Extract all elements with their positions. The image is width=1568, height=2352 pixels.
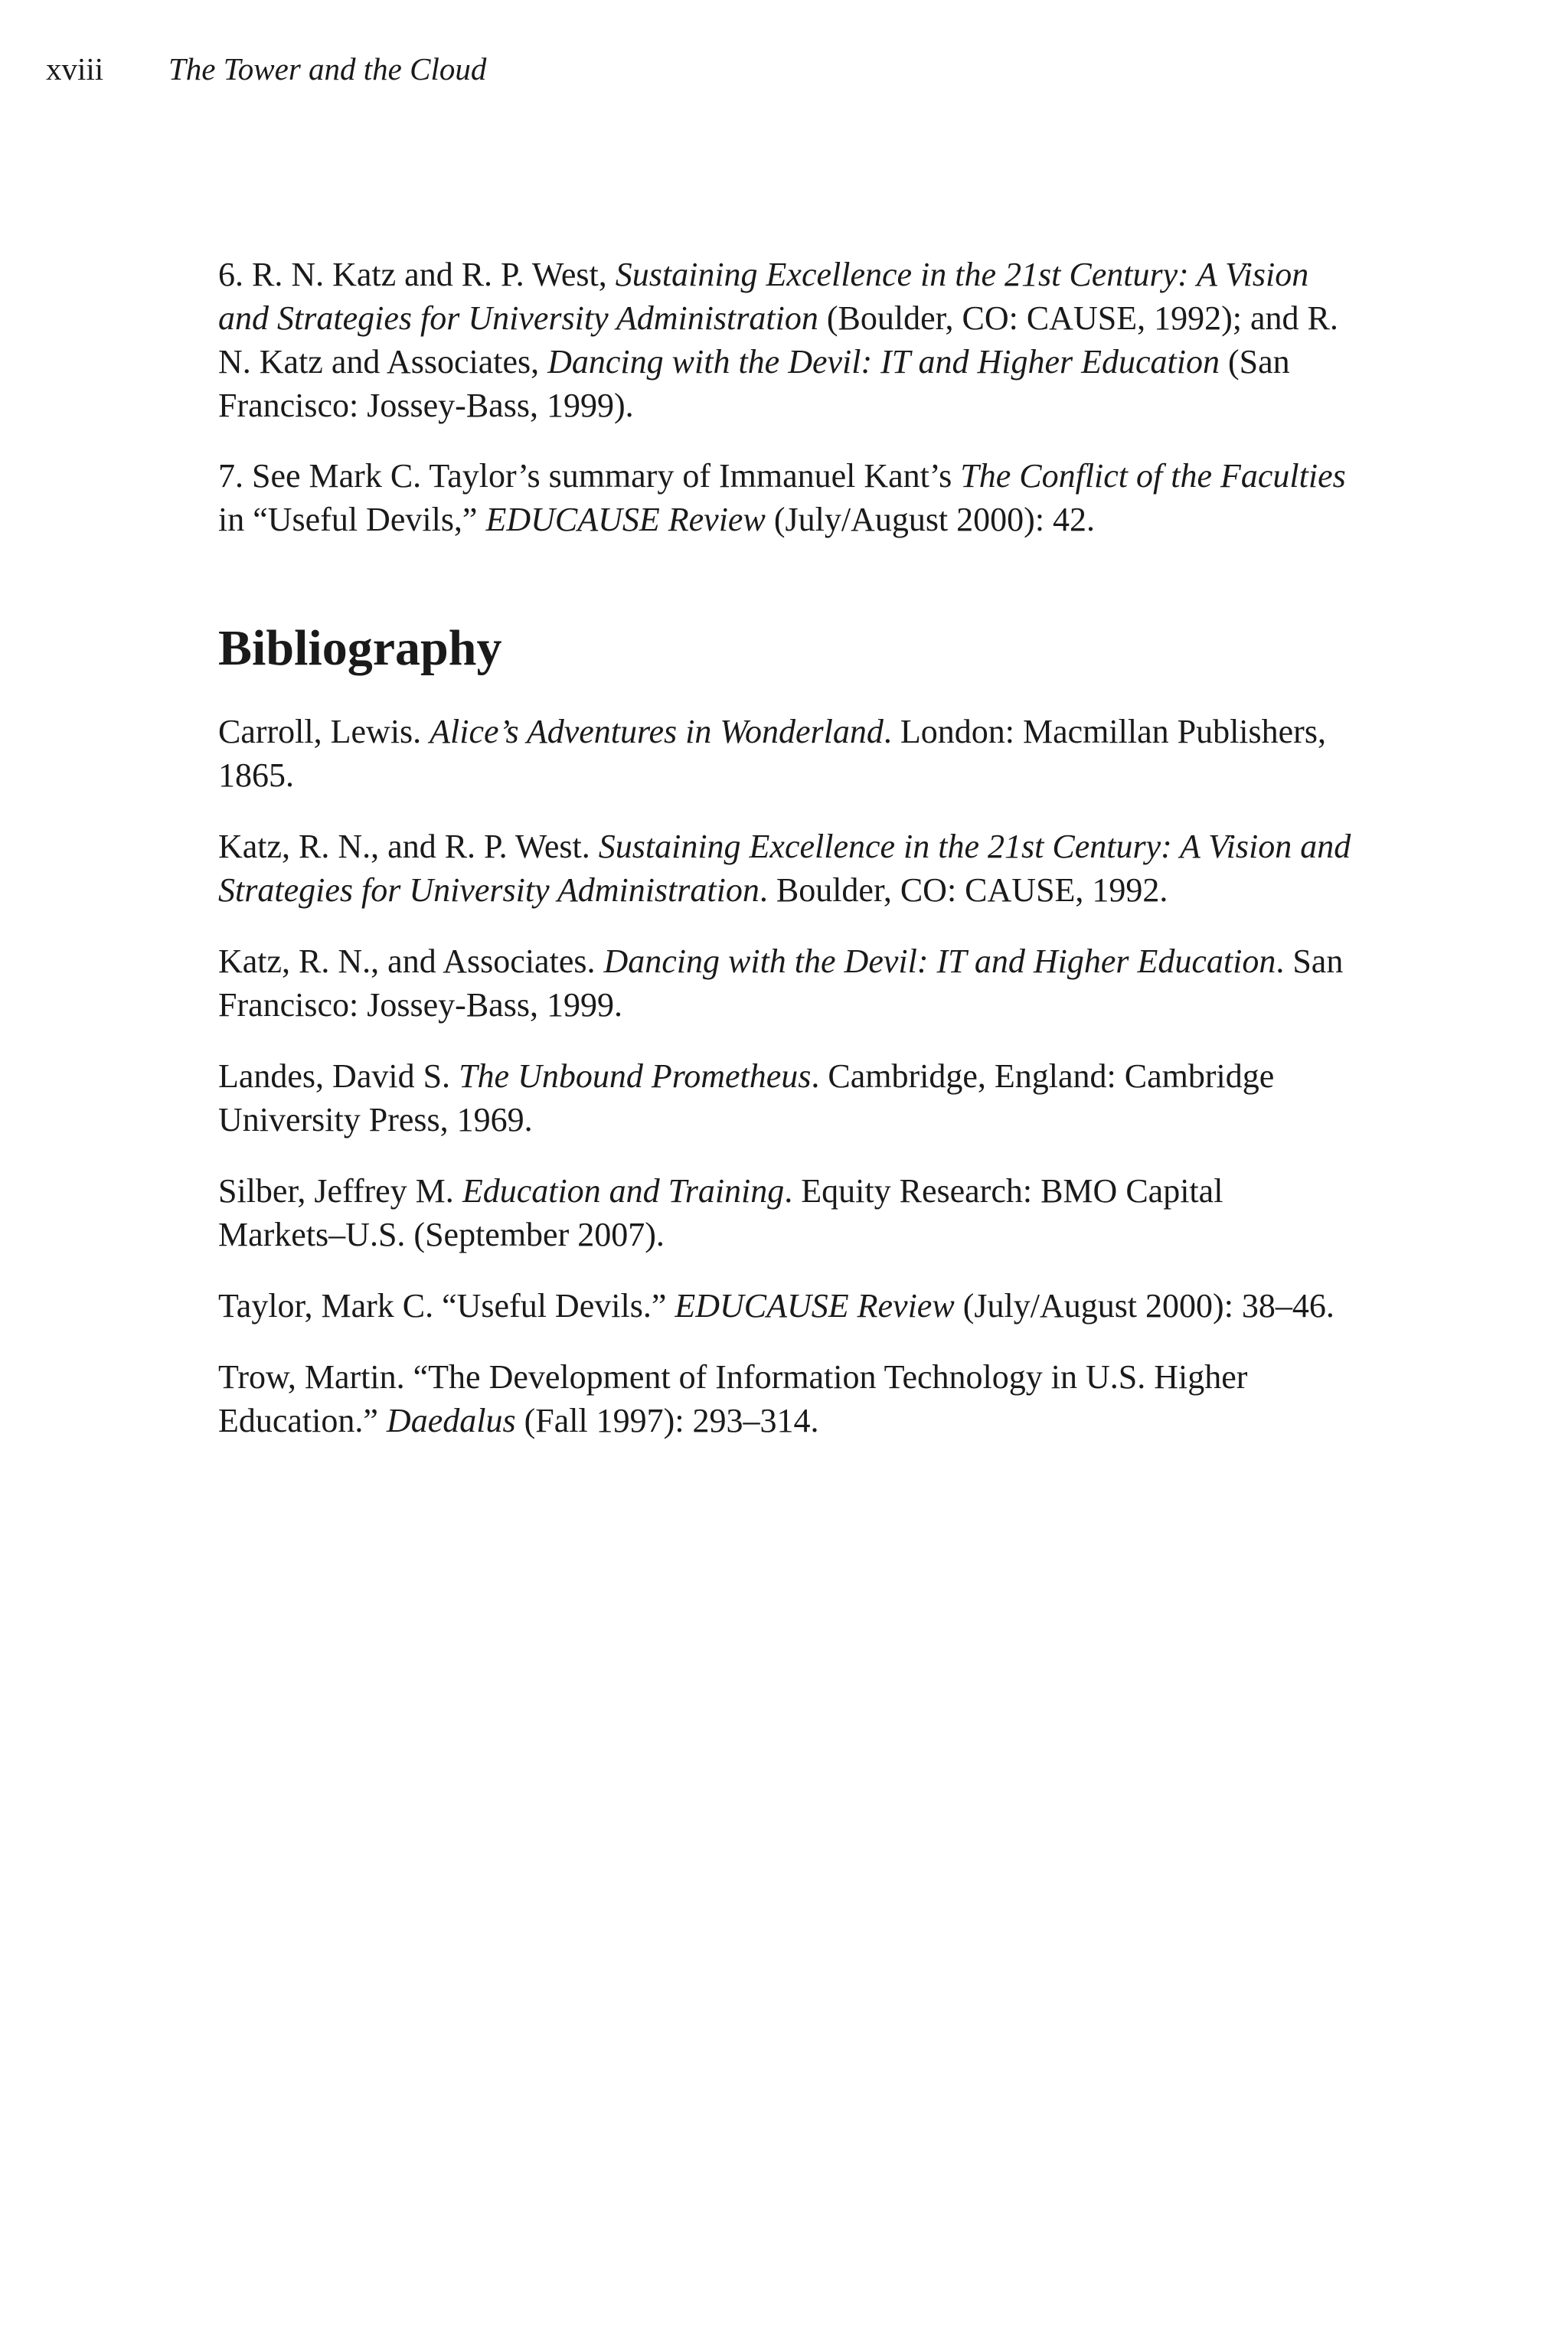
endnote-6 bbox=[218, 253, 1351, 427]
bibliography-heading: Bibliography bbox=[218, 620, 502, 676]
endnote-text: in “Useful Devils,” bbox=[218, 501, 486, 538]
entry-publication: (Fall 1997): 293–314. bbox=[515, 1402, 819, 1439]
entry-publication: . London: Macmillan Publishers, 1865. bbox=[218, 713, 1326, 794]
bibliography-entry bbox=[218, 1169, 1351, 1256]
entry-title: Dancing with the Devil: IT and Higher Education bbox=[603, 942, 1276, 980]
endnote-title: EDUCAUSE Review bbox=[485, 501, 766, 538]
page-body bbox=[218, 253, 1351, 1470]
bibliography-entry bbox=[218, 710, 1351, 797]
endnote-text: (Boulder, CO: CAUSE, 1992); and R. N. Katz and Associates, bbox=[218, 299, 1338, 381]
entry-author: Katz, R. N., and Associates. bbox=[218, 942, 604, 980]
page-number: xviii bbox=[46, 51, 104, 87]
endnote-title: Sustaining Excellence in the 21st Century: A Vision and Strategies for University Administration bbox=[218, 256, 1309, 337]
entry-title: Education and Training bbox=[462, 1172, 785, 1210]
endnote-text: (San Francisco: Jossey-Bass, 1999). bbox=[218, 343, 1290, 424]
endnote-text: (July/August 2000): 42. bbox=[765, 501, 1096, 538]
bibliography-entry bbox=[218, 825, 1351, 912]
bibliography-entry bbox=[218, 1355, 1351, 1442]
entry-publication: . Equity Research: BMO Capital Markets–U.S. (September 2007). bbox=[218, 1172, 1223, 1253]
bibliography-entry bbox=[218, 1284, 1351, 1328]
entry-title: Sustaining Excellence in the 21st Century: A Vision and Strategies for University Administration bbox=[218, 828, 1351, 909]
entry-author: Silber, Jeffrey M. bbox=[218, 1172, 462, 1210]
entry-author: Trow, Martin. “The Development of Information Technology in U.S. Higher Education.” bbox=[218, 1358, 1248, 1439]
running-head bbox=[46, 46, 486, 92]
entry-author: Landes, David S. bbox=[218, 1057, 459, 1095]
entry-title: Alice’s Adventures in Wonderland bbox=[430, 713, 884, 750]
entry-publication: . Cambridge, England: Cambridge University Press, 1969. bbox=[218, 1057, 1275, 1138]
bibliography-entry bbox=[218, 1054, 1351, 1142]
endnote-number: 6. bbox=[218, 256, 252, 293]
entry-author: Taylor, Mark C. “Useful Devils.” bbox=[218, 1287, 675, 1325]
endnote-7 bbox=[218, 454, 1351, 541]
entry-title: Daedalus bbox=[386, 1402, 516, 1439]
endnote-title: The Conflict of the Faculties bbox=[960, 457, 1346, 495]
entry-title: The Unbound Prometheus bbox=[459, 1057, 812, 1095]
entry-publication: . San Francisco: Jossey-Bass, 1999. bbox=[218, 942, 1344, 1024]
endnote-title: Dancing with the Devil: IT and Higher Education bbox=[547, 343, 1220, 381]
entry-title: EDUCAUSE Review bbox=[675, 1287, 955, 1325]
entry-publication: (July/August 2000): 38–46. bbox=[954, 1287, 1334, 1325]
endnote-text: R. N. Katz and R. P. West, bbox=[252, 256, 616, 293]
endnote-text: See Mark C. Taylor’s summary of Immanuel Kant’s bbox=[252, 457, 961, 495]
entry-publication: . Boulder, CO: CAUSE, 1992. bbox=[759, 871, 1168, 909]
entry-author: Carroll, Lewis. bbox=[218, 713, 430, 750]
entry-author: Katz, R. N., and R. P. West. bbox=[218, 828, 599, 865]
endnote-number: 7. bbox=[218, 457, 252, 495]
running-title: The Tower and the Cloud bbox=[168, 51, 487, 87]
bibliography-entry bbox=[218, 939, 1351, 1027]
